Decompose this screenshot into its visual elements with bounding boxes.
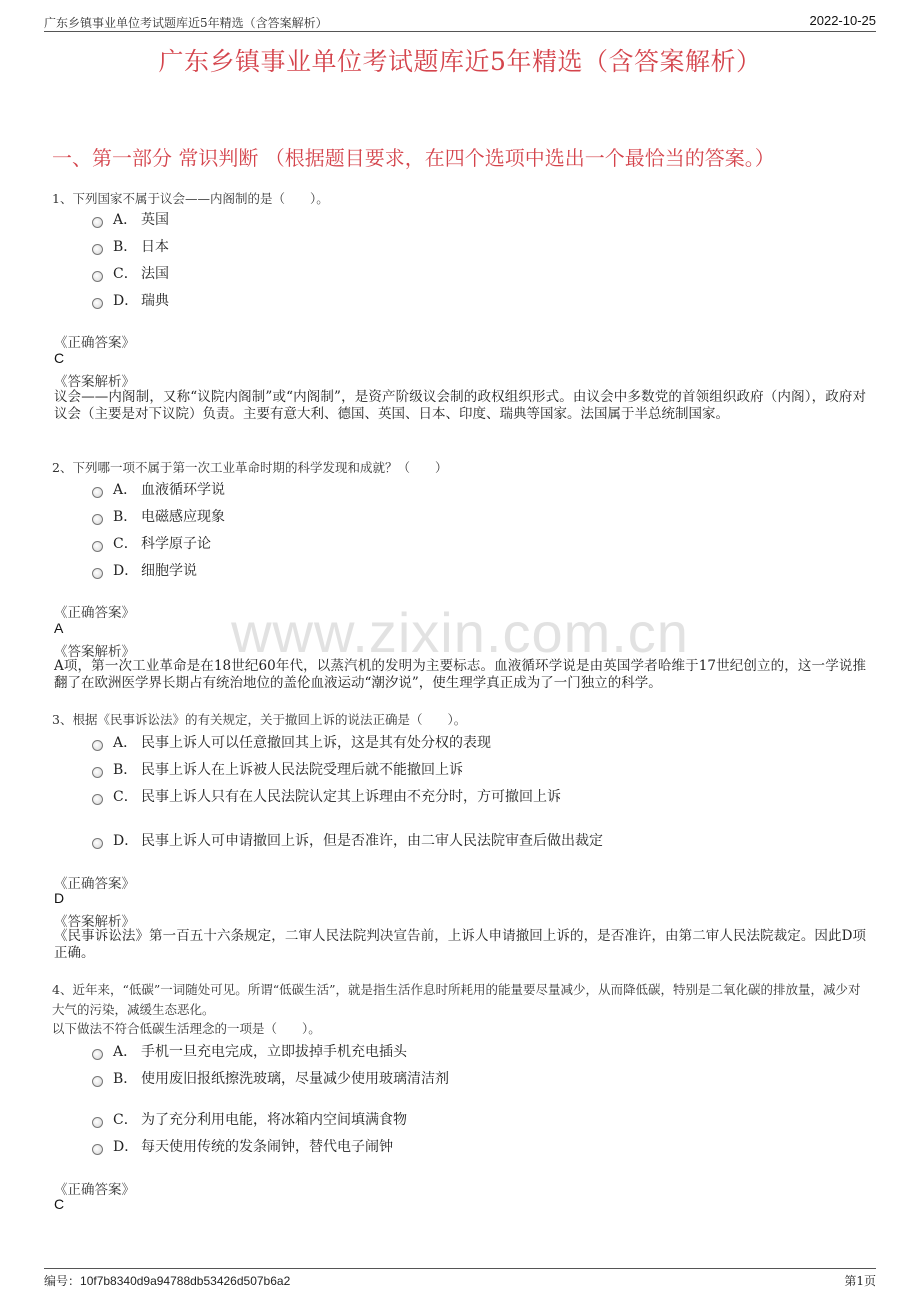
question-4-answer: C [54,1196,65,1212]
option-text: 电磁感应现象 [141,509,225,525]
option-text: 手机一旦充电完成，立即拔掉手机充电插头 [141,1044,407,1060]
question-4-stem-instruction: 以下做法不符合低碳生活理念的一项是（ ）。 [52,1021,321,1036]
option-text: 使用废旧报纸擦洗玻璃，尽量减少使用玻璃清洁剂 [141,1071,449,1087]
footer-page-prefix: 第 [844,1274,857,1288]
question-2-analysis: A项，第一次工业革命是在18世纪60年代，以蒸汽机的发明为主要标志。血液循环学说是由英国学者哈维于17世纪创立的，这一学说推翻了在欧洲医学界长期占有统治地位的盖伦血液运动“潮汐说”，使生理学真正成为了一门独立的科学。 [54,658,866,691]
radio-icon[interactable] [92,568,103,579]
radio-icon[interactable] [92,740,103,751]
page-title: 广东乡镇事业单位考试题库近5年精选（含答案解析） [158,47,762,76]
analysis-label: 《答案解析》 [54,374,135,390]
question-2-answer: A [54,620,64,636]
question-3-stem: 3、根据《民事诉讼法》的有关规定，关于撤回上诉的说法正确是（ ）。 [52,712,467,727]
question-1-analysis: 议会——内阁制，又称“议院内阁制”或“内阁制”，是资产阶级议会制的政权组织形式。由议会中多数党的首领组织政府（内阁），政府对议会（主要是对下议院）负责。主要有意大利、德国、英国、日本、印度、瑞典等国家。法国属于半总统制国家。 [54,389,866,422]
question-3-option-a[interactable] [92,732,491,752]
radio-icon[interactable] [92,1076,103,1087]
question-2-option-b[interactable] [92,506,225,526]
question-3-analysis: 《民事诉讼法》第一百五十六条规定，二审人民法院判决宣告前，上诉人申请撤回上诉的，是否准许，由第二审人民法院裁定。因此D项正确。 [54,928,866,961]
question-4-option-d[interactable] [92,1136,393,1156]
question-3-answer: D [54,890,65,906]
option-text: 瑞典 [141,293,169,309]
radio-icon[interactable] [92,298,103,309]
option-letter: C． [113,266,138,282]
answer-label: 《正确答案》 [54,605,135,621]
question-3-option-c[interactable] [92,786,561,806]
radio-icon[interactable] [92,767,103,778]
radio-icon[interactable] [92,838,103,849]
option-letter: A． [113,212,138,228]
option-text: 民事上诉人只有在人民法院认定其上诉理由不充分时，方可撤回上诉 [141,789,561,805]
section-heading: 一、第一部分 常识判断 （根据题目要求，在四个选项中选出一个最恰当的答案。） [52,146,775,170]
answer-label: 《正确答案》 [54,876,135,892]
answer-label: 《正确答案》 [54,1182,135,1198]
option-text: 英国 [141,212,169,228]
question-1-option-d[interactable] [92,290,169,310]
option-letter: D． [113,833,139,849]
option-text: 细胞学说 [141,563,197,579]
question-2-option-c[interactable] [92,533,211,553]
question-1-answer: C [54,350,65,366]
question-4-option-a[interactable] [92,1041,407,1061]
option-letter: B． [113,762,138,778]
option-text: 科学原子论 [141,536,211,552]
option-letter: D． [113,1139,139,1155]
option-text: 血液循环学说 [141,482,225,498]
footer-page-suffix: 页 [863,1274,876,1288]
radio-icon[interactable] [92,794,103,805]
radio-icon[interactable] [92,271,103,282]
footer-page-number: 1 [856,1274,864,1288]
question-1-option-a[interactable] [92,209,169,229]
question-2-option-d[interactable] [92,560,197,580]
watermark: www.zixin.com.cn [231,601,689,664]
option-text: 日本 [141,239,169,255]
option-letter: A． [113,1044,138,1060]
question-4-stem: 4、近年来，“低碳”一词随处可见。所谓“低碳生活”，就是指生活作息时所耗用的能量要尽量减少，从而降低碳，特别是二氧化碳的排放量，减少对大气的污染，减缓生态恶化。 [52,982,861,1017]
option-text: 每天使用传统的发条闹钟，替代电子闹钟 [141,1139,393,1155]
question-3-option-b[interactable] [92,759,463,779]
footer-code [44,1272,290,1289]
option-text: 法国 [141,266,169,282]
radio-icon[interactable] [92,1144,103,1155]
analysis-label: 《答案解析》 [54,644,135,660]
radio-icon[interactable] [92,514,103,525]
option-letter: B． [113,239,138,255]
option-text: 民事上诉人可申请撤回上诉，但是否准许，由二审人民法院审查后做出裁定 [141,833,603,849]
header-divider [44,31,876,32]
question-1-option-b[interactable] [92,236,169,256]
radio-icon[interactable] [92,487,103,498]
option-text: 为了充分利用电能，将冰箱内空间填满食物 [141,1112,407,1128]
option-letter: A． [113,735,138,751]
question-4-option-b[interactable] [92,1068,449,1088]
radio-icon[interactable] [92,1049,103,1060]
radio-icon[interactable] [92,217,103,228]
option-letter: D． [113,293,139,309]
analysis-label: 《答案解析》 [54,914,135,930]
option-letter: A． [113,482,138,498]
radio-icon[interactable] [92,541,103,552]
header-date: 2022-10-25 [809,13,876,28]
question-4-option-c[interactable] [92,1109,407,1129]
question-1-stem: 1、下列国家不属于议会——内阁制的是（ ）。 [52,191,329,206]
footer-page [844,1272,876,1289]
option-letter: C． [113,536,138,552]
question-2-option-a[interactable] [92,479,225,499]
option-letter: C． [113,1112,138,1128]
option-letter: C． [113,789,138,805]
footer-code-label: 编号： [44,1274,81,1288]
question-2-stem: 2、下列哪一项不属于第一次工业革命时期的科学发现和成就？（ ） [52,460,448,475]
question-3-option-d[interactable] [92,830,603,850]
footer-divider [44,1268,876,1269]
radio-icon[interactable] [92,1117,103,1128]
radio-icon[interactable] [92,244,103,255]
option-letter: B． [113,509,138,525]
header-doc-name: 广东乡镇事业单位考试题库近5年精选（含答案解析） [44,16,328,30]
option-letter: D． [113,563,139,579]
option-text: 民事上诉人可以任意撤回其上诉，这是其有处分权的表现 [141,735,491,751]
option-text: 民事上诉人在上诉被人民法院受理后就不能撤回上诉 [141,762,463,778]
footer-code-value: 10f7b8340d9a94788db53426d507b6a2 [80,1274,291,1288]
answer-label: 《正确答案》 [54,335,135,351]
option-letter: B． [113,1071,138,1087]
question-1-option-c[interactable] [92,263,169,283]
